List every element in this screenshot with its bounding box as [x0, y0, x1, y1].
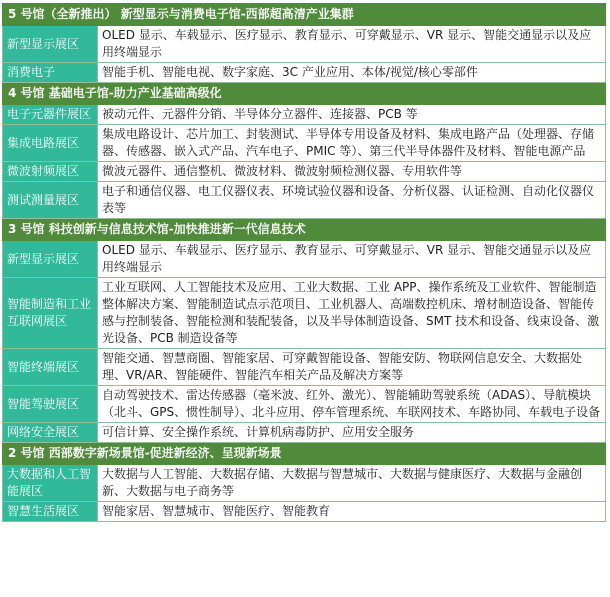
zone-exhibit-items: 大数据与人工智能、大数据存储、大数据与智慧城市、大数据与健康医疗、大数据与金融创新、大数据与电子商务等	[98, 465, 606, 502]
zone-category: 大数据和人工智能展区	[3, 465, 98, 502]
hall-header-row	[3, 219, 606, 241]
zone-exhibit-items: 电子和通信仪器、电工仪器仪表、环境试验仪器和设备、分析仪器、认证检测、自动化仪器仪表等	[98, 182, 606, 219]
zone-row	[3, 386, 606, 423]
zone-row	[3, 26, 606, 63]
zone-row	[3, 502, 606, 522]
zone-exhibit-items: OLED 显示、车载显示、医疗显示、教育显示、可穿戴显示、VR 显示、智能交通显示以及应用终端显示	[98, 26, 606, 63]
hall-title: 2 号馆 西部数字新场景馆-促进新经济、呈现新场景	[3, 443, 606, 465]
table-body	[3, 4, 606, 522]
hall-header-row	[3, 4, 606, 26]
hall-header-row	[3, 443, 606, 465]
exhibition-zone-table	[2, 3, 606, 522]
zone-row	[3, 423, 606, 443]
hall-title: 4 号馆 基础电子馆-助力产业基础高级化	[3, 83, 606, 105]
zone-exhibit-items: 被动元件、元器件分销、半导体分立器件、连接器、PCB 等	[98, 105, 606, 125]
zone-exhibit-items: 微波元器件、通信整机、微波材料、微波射频检测仪器、专用软件等	[98, 162, 606, 182]
zone-row	[3, 349, 606, 386]
zone-category: 集成电路展区	[3, 125, 98, 162]
zone-row	[3, 278, 606, 349]
zone-exhibit-items: 可信计算、安全操作系统、计算机病毒防护、应用安全服务	[98, 423, 606, 443]
zone-row	[3, 241, 606, 278]
zone-row	[3, 182, 606, 219]
zone-row	[3, 162, 606, 182]
hall-header-row	[3, 83, 606, 105]
zone-exhibit-items: OLED 显示、车载显示、医疗显示、教育显示、可穿戴显示、VR 显示、智能交通显示以及应用终端显示	[98, 241, 606, 278]
zone-row	[3, 63, 606, 83]
zone-category: 网络安全展区	[3, 423, 98, 443]
zone-exhibit-items: 工业互联网、人工智能技术及应用、工业大数据、工业 APP、操作系统及工业软件、智能制造整体解决方案、智能制造试点示范项目、工业机器人、高端数控机床、增材制造设备、智能传感与控制装备、智能检测和装配装备，以及半导体制造设备、SMT 技术和设备、线束设备、激光设备、PCB 制造设备等	[98, 278, 606, 349]
zone-row	[3, 465, 606, 502]
zone-category: 测试测量展区	[3, 182, 98, 219]
zone-category: 新型显示展区	[3, 26, 98, 63]
zone-category: 智能制造和工业互联网展区	[3, 278, 98, 349]
zone-category: 智慧生活展区	[3, 502, 98, 522]
zone-category: 新型显示展区	[3, 241, 98, 278]
hall-title: 3 号馆 科技创新与信息技术馆-加快推进新一代信息技术	[3, 219, 606, 241]
zone-row	[3, 125, 606, 162]
zone-exhibit-items: 智能家居、智慧城市、智能医疗、智能教育	[98, 502, 606, 522]
zone-exhibit-items: 智能交通、智慧商圈、智能家居、可穿戴智能设备、智能安防、物联网信息安全、大数据处理、VR/AR、智能硬件、智能汽车相关产品及解决方案等	[98, 349, 606, 386]
zone-category: 智能驾驶展区	[3, 386, 98, 423]
hall-title: 5 号馆（全新推出） 新型显示与消费电子馆-西部超高清产业集群	[3, 4, 606, 26]
zone-category: 消费电子	[3, 63, 98, 83]
zone-category: 电子元器件展区	[3, 105, 98, 125]
zone-category: 智能终端展区	[3, 349, 98, 386]
zone-exhibit-items: 集成电路设计、芯片加工、封装测试、半导体专用设备及材料、集成电路产品（处理器、存储器、传感器、嵌入式产品、汽车电子、PMIC 等）、第三代半导体器件及材料、智能电源产品	[98, 125, 606, 162]
zone-exhibit-items: 智能手机、智能电视、数字家庭、3C 产业应用、本体/视觉/核心零部件	[98, 63, 606, 83]
zone-row	[3, 105, 606, 125]
zone-category: 微波射频展区	[3, 162, 98, 182]
zone-exhibit-items: 自动驾驶技术、雷达传感器（毫米波、红外、激光）、智能辅助驾驶系统（ADAS）、导航模块（北斗、GPS、惯性制导）、北斗应用、停车管理系统、车联网技术、车路协同、车载电子设备	[98, 386, 606, 423]
